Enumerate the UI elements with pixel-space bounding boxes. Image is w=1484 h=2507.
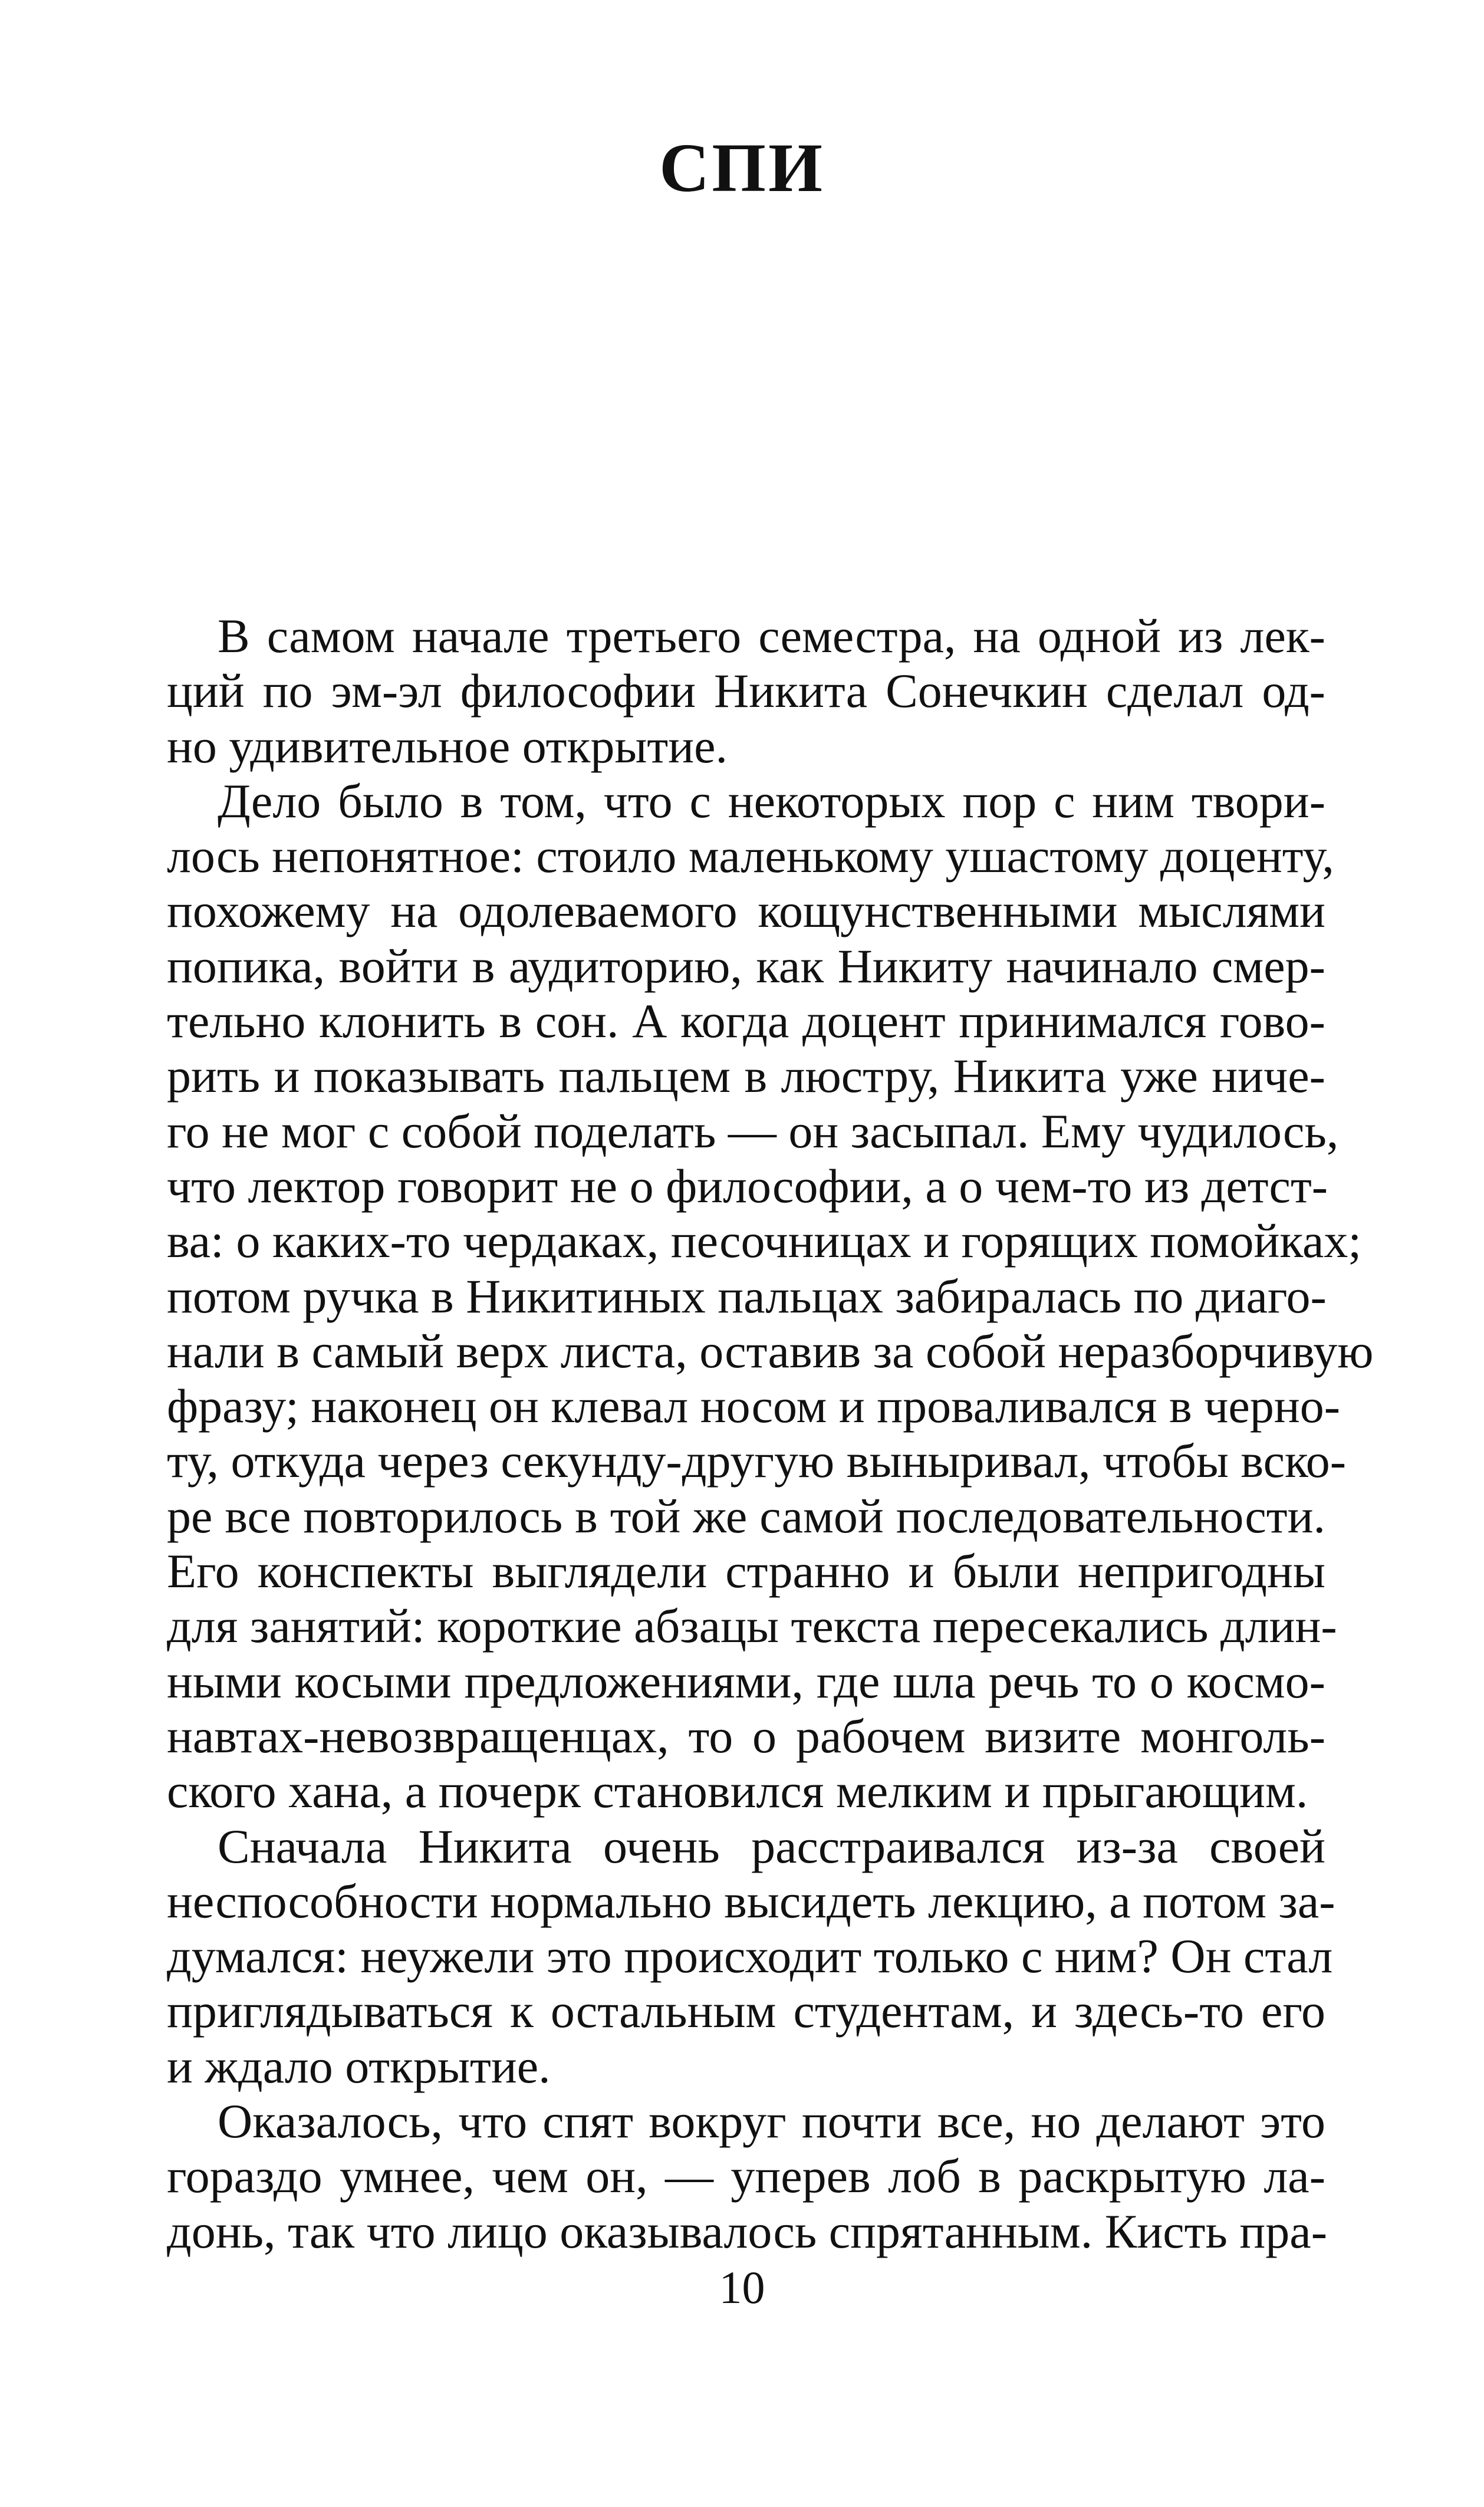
text-line: навтах-невозвращенцах, то о рабочем визите монголь-: [167, 1709, 1325, 1763]
text-line: Сначала Никита очень расстраивался из-за своей: [218, 1819, 1325, 1873]
text-line: тельно клонить в сон. А когда доцент принимался гово-: [167, 994, 1325, 1048]
text-line: ту, откуда через секунду-другую выныривал, чтобы вско-: [167, 1434, 1347, 1488]
text-line: Его конспекты выглядели странно и были непригодны: [167, 1544, 1325, 1598]
text-line: го не мог с собой поделать — он засыпал. Ему чудилось,: [167, 1104, 1339, 1158]
text-line: лось непонятное: стоило маленькому ушастому доценту,: [167, 829, 1334, 883]
text-line: что лектор говорит не о философии, а о чем-то из детст-: [167, 1159, 1328, 1213]
text-line: и ждало открытие.: [167, 2039, 551, 2093]
text-line: приглядываться к остальным студентам, и здесь-то его: [167, 1984, 1325, 2038]
text-line: неспособности нормально высидеть лекцию, а потом за-: [167, 1874, 1335, 1928]
text-line: ва: о каких-то чердаках, песочницах и горящих помойках;: [167, 1214, 1362, 1268]
chapter-title: СПИ: [659, 129, 825, 206]
text-line: похожему на одолеваемого кощунственными мыслями: [167, 884, 1325, 938]
text-line: ре все повторилось в той же самой последовательности.: [167, 1489, 1325, 1543]
page-number: 10: [719, 2262, 765, 2313]
text-line: В самом начале третьего семестра, на одной из лек-: [218, 609, 1325, 663]
text-line: попика, войти в аудиторию, как Никиту начинало смер-: [167, 939, 1325, 993]
text-line: но удивительное открытие.: [167, 719, 728, 773]
text-line: рить и показывать пальцем в люстру, Никита уже ниче-: [167, 1049, 1325, 1103]
text-line: нали в самый верх листа, оставив за собой неразборчивую: [167, 1324, 1374, 1378]
body-text: [167, 608, 1374, 2259]
text-line: донь, так что лицо оказывалось спрятанным. Кисть пра-: [167, 2204, 1327, 2258]
text-line: гораздо умнее, чем он, — уперев лоб в раскрытую ла-: [167, 2149, 1325, 2203]
text-line: ского хана, а почерк становился мелким и прыгающим.: [167, 1764, 1308, 1818]
text-line: ций по эм-эл философии Никита Сонечкин сделал од-: [167, 664, 1325, 718]
text-line: думался: неужели это происходит только с ним? Он стал: [167, 1929, 1333, 1983]
text-line: Дело было в том, что с некоторых пор с ним твори-: [218, 774, 1325, 828]
text-line: фразу; наконец он клевал носом и проваливался в черно-: [167, 1379, 1341, 1433]
text-line: для занятий: короткие абзацы текста пересекались длин-: [167, 1599, 1337, 1653]
text-line: Оказалось, что спят вокруг почти все, но делают это: [218, 2094, 1325, 2149]
text-line: потом ручка в Никитиных пальцах забиралась по диаго-: [167, 1269, 1327, 1323]
text-line: ными косыми предложениями, где шла речь то о космо-: [167, 1654, 1325, 1708]
